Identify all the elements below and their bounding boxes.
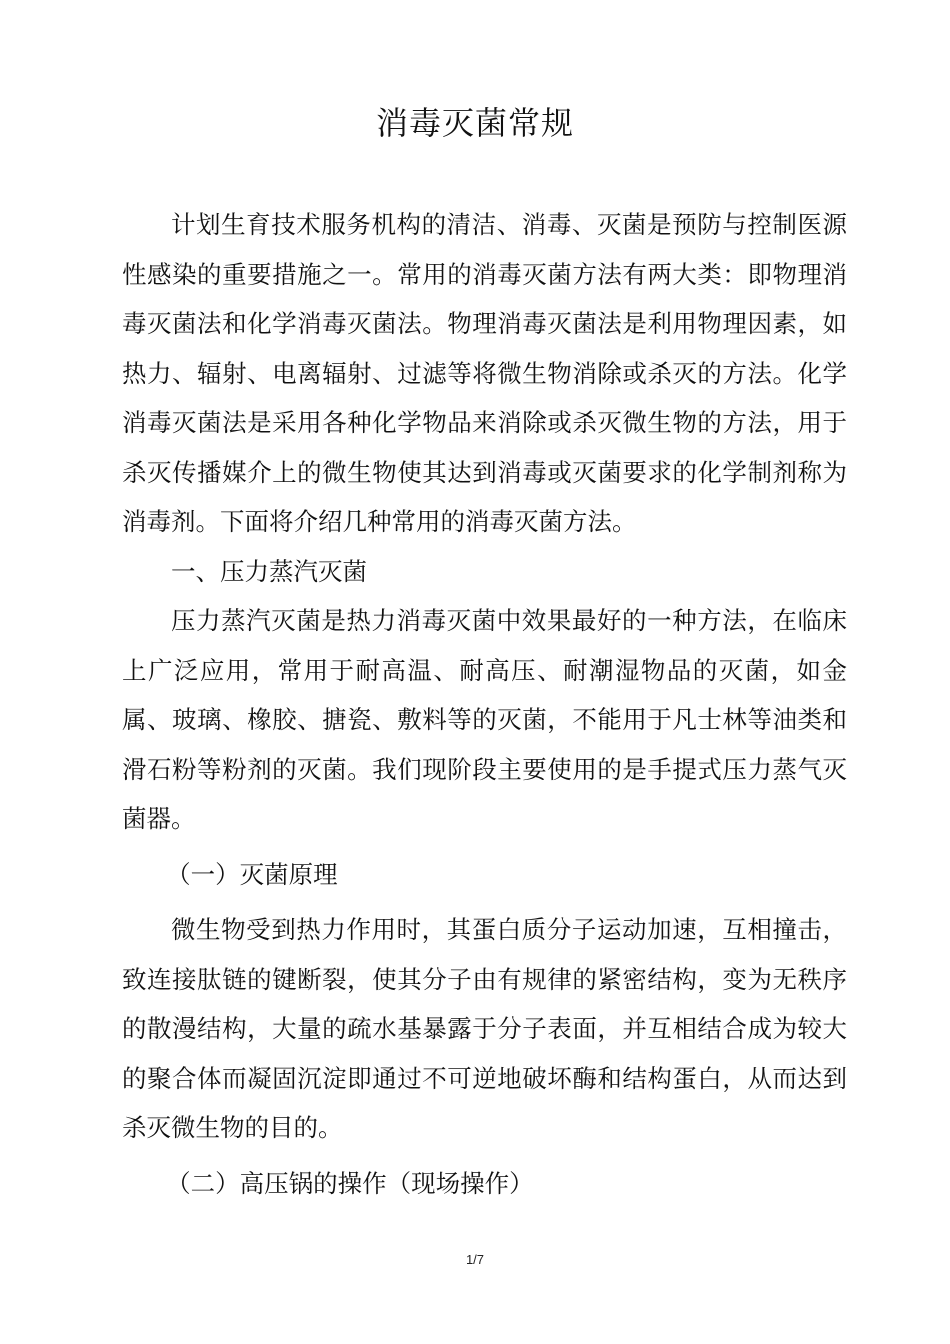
- page-number: 1/7: [465, 1252, 485, 1267]
- section-heading: 一、压力蒸汽灭菌: [171, 556, 367, 586]
- steam-sterilization-paragraph: 压力蒸汽灭菌是热力消毒灭菌中效果最好的一种方法，在临床上广泛应用，常用于耐高温、耐高压、耐潮湿物品的灭菌，如金属、玻璃、橡胶、搪瓷、敷料等的灭菌，不能用于凡士林等油类和滑石粉等粉剂的灭菌。我们现阶段主要使用的是手提式压力蒸气灭菌器。: [122, 606, 847, 833]
- intro-paragraph: 计划生育技术服务机构的清洁、消毒、灭菌是预防与控制医源性感染的重要措施之一。常用的消毒灭菌方法有两大类：即物理消毒灭菌法和化学消毒灭菌法。物理消毒灭菌法是利用物理因素，如热力、辐射、电离辐射、过滤等将微生物消除或杀灭的方法。化学消毒灭菌法是采用各种化学物品来消除或杀灭微生物的方法，用于杀灭传播媒介上的微生物使其达到消毒或灭菌要求的化学制剂称为消毒剂。下面将介绍几种常用的消毒灭菌方法。: [122, 210, 847, 536]
- principle-paragraph: 微生物受到热力作用时，其蛋白质分子运动加速，互相撞击，致连接肽链的键断裂，使其分子由有规律的紧密结构，变为无秩序的散漫结构，大量的疏水基暴露于分子表面，并互相结合成为较大的聚合体而凝固沉淀即通过不可逆地破坏酶和结构蛋白，从而达到杀灭微生物的目的。: [122, 915, 847, 1142]
- subsection-heading-principle: （一）灭菌原理: [166, 859, 338, 889]
- document-body: [122, 200, 847, 1214]
- page-title: 消毒灭菌常规: [375, 104, 574, 142]
- subsection-heading-operation: （二）高压锅的操作（现场操作）: [166, 1168, 534, 1198]
